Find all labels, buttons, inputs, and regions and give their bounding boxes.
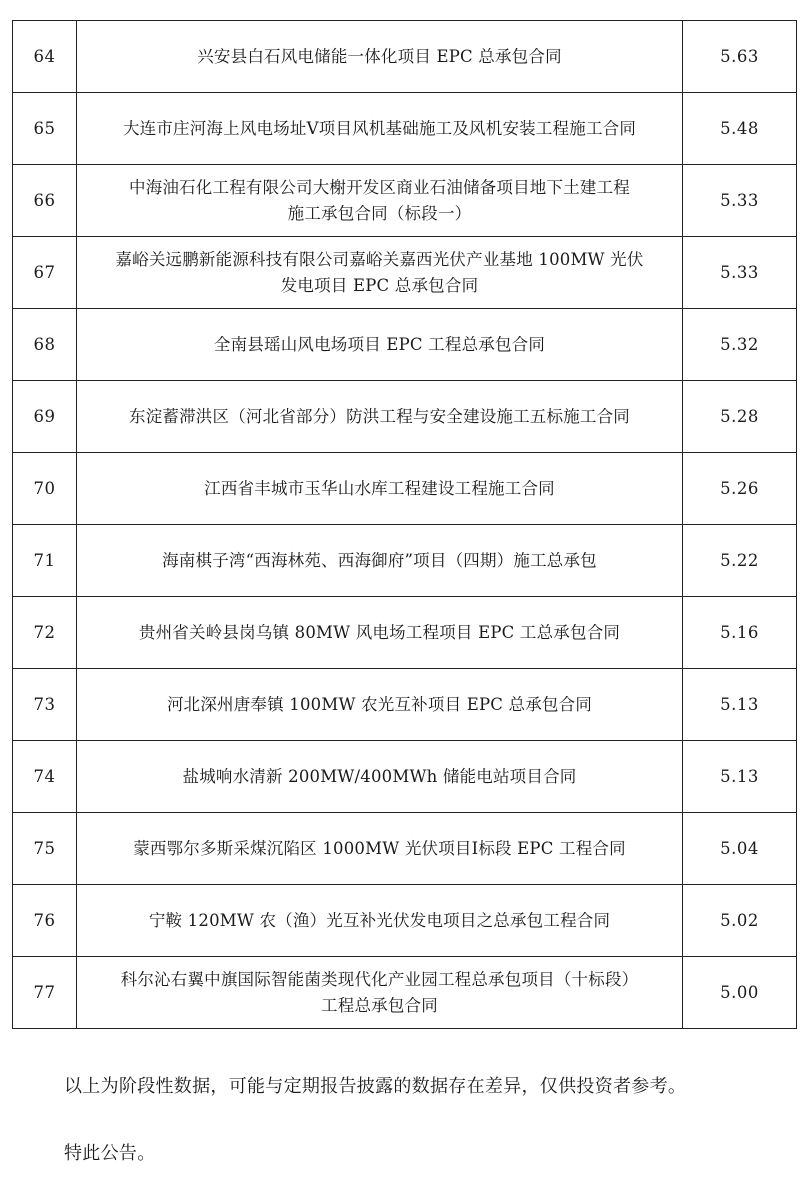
table-row bbox=[13, 813, 797, 885]
row-number-cell: 64 bbox=[13, 21, 77, 93]
row-number-cell: 73 bbox=[13, 669, 77, 741]
project-name-line: 科尔沁右翼中旗国际智能菌类现代化产业园工程总承包项目（十标段） bbox=[120, 969, 639, 989]
table-row bbox=[13, 453, 797, 525]
row-number-cell: 76 bbox=[13, 885, 77, 957]
project-name-cell bbox=[77, 525, 683, 597]
project-name-line: 全南县瑶山风电场项目 EPC 工程总承包合同 bbox=[213, 334, 546, 354]
project-name-line: 施工承包合同（标段一） bbox=[287, 203, 472, 223]
project-name-cell bbox=[77, 165, 683, 237]
table-row bbox=[13, 381, 797, 453]
project-name-cell bbox=[77, 381, 683, 453]
row-number-cell: 77 bbox=[13, 957, 77, 1029]
row-number-cell: 68 bbox=[13, 309, 77, 381]
project-name-line: 嘉峪关远鹏新能源科技有限公司嘉峪关嘉西光伏产业基地 100MW 光伏 bbox=[115, 249, 644, 269]
contract-amount-cell: 5.33 bbox=[683, 165, 797, 237]
contract-amount-cell: 5.02 bbox=[683, 885, 797, 957]
project-name-line: 东淀蓄滞洪区（河北省部分）防洪工程与安全建设施工五标施工合同 bbox=[129, 406, 630, 426]
contract-amount-cell: 5.63 bbox=[683, 21, 797, 93]
row-number-cell: 75 bbox=[13, 813, 77, 885]
project-name-line: 兴安县白石风电储能一体化项目 EPC 总承包合同 bbox=[197, 46, 562, 66]
contract-amount-cell: 5.13 bbox=[683, 741, 797, 813]
project-name-line: 大连市庄河海上风电场址Ⅴ项目风机基础施工及风机安装工程施工合同 bbox=[122, 118, 637, 138]
table-row bbox=[13, 309, 797, 381]
table-row bbox=[13, 93, 797, 165]
project-name-line: 河北深州唐奉镇 100MW 农光互补项目 EPC 总承包合同 bbox=[166, 694, 593, 714]
disclaimer-text: 以上为阶段性数据，可能与定期报告披露的数据存在差异，仅供投资者参考。 bbox=[64, 1076, 687, 1097]
table-row bbox=[13, 669, 797, 741]
contract-amount-cell: 5.48 bbox=[683, 93, 797, 165]
table-row bbox=[13, 165, 797, 237]
table-row bbox=[13, 21, 797, 93]
contract-amount-cell: 5.28 bbox=[683, 381, 797, 453]
contract-amount-cell: 5.26 bbox=[683, 453, 797, 525]
project-name-line: 宁鞍 120MW 农（渔）光互补光伏发电项目之总承包工程合同 bbox=[148, 910, 611, 930]
contracts-table bbox=[12, 20, 797, 1029]
table-row bbox=[13, 885, 797, 957]
row-number-cell: 65 bbox=[13, 93, 77, 165]
contract-amount-cell: 5.22 bbox=[683, 525, 797, 597]
project-name-line: 海南棋子湾“西海林苑、西海御府”项目（四期）施工总承包 bbox=[162, 550, 597, 570]
project-name-line: 江西省丰城市玉华山水库工程建设工程施工合同 bbox=[204, 478, 555, 498]
project-name-cell bbox=[77, 597, 683, 669]
row-number-cell: 74 bbox=[13, 741, 77, 813]
row-number-cell: 72 bbox=[13, 597, 77, 669]
project-name-line: 中海油石化工程有限公司大榭开发区商业石油储备项目地下土建工程 bbox=[129, 177, 630, 197]
table-row bbox=[13, 741, 797, 813]
project-name-cell bbox=[77, 669, 683, 741]
project-name-cell bbox=[77, 813, 683, 885]
project-name-cell bbox=[77, 21, 683, 93]
project-name-cell bbox=[77, 93, 683, 165]
project-name-line: 发电项目 EPC 总承包合同 bbox=[280, 275, 479, 295]
table-row bbox=[13, 237, 797, 309]
row-number-cell: 71 bbox=[13, 525, 77, 597]
table-row bbox=[13, 525, 797, 597]
row-number-cell: 69 bbox=[13, 381, 77, 453]
row-number-cell: 70 bbox=[13, 453, 77, 525]
contract-amount-cell: 5.04 bbox=[683, 813, 797, 885]
contract-amount-cell: 5.13 bbox=[683, 669, 797, 741]
contract-amount-cell: 5.33 bbox=[683, 237, 797, 309]
project-name-line: 贵州省关岭县岗乌镇 80MW 风电场工程项目 EPC 工总承包合同 bbox=[138, 622, 621, 642]
table-row bbox=[13, 597, 797, 669]
row-number-cell: 66 bbox=[13, 165, 77, 237]
row-number-cell: 67 bbox=[13, 237, 77, 309]
project-name-cell bbox=[77, 237, 683, 309]
contract-amount-cell: 5.16 bbox=[683, 597, 797, 669]
closing-text: 特此公告。 bbox=[64, 1143, 156, 1164]
project-name-line: 蒙西鄂尔多斯采煤沉陷区 1000MW 光伏项目Ⅰ标段 EPC 工程合同 bbox=[133, 838, 626, 858]
project-name-cell bbox=[77, 957, 683, 1029]
project-name-line: 盐城响水清新 200MW/400MWh 储能电站项目合同 bbox=[182, 766, 577, 786]
project-name-line: 工程总承包合同 bbox=[321, 995, 438, 1015]
table-row bbox=[13, 957, 797, 1029]
project-name-cell bbox=[77, 453, 683, 525]
project-name-cell bbox=[77, 885, 683, 957]
project-name-cell bbox=[77, 309, 683, 381]
contract-amount-cell: 5.32 bbox=[683, 309, 797, 381]
project-name-cell bbox=[77, 741, 683, 813]
contract-amount-cell: 5.00 bbox=[683, 957, 797, 1029]
contracts-table-body bbox=[13, 21, 797, 1029]
